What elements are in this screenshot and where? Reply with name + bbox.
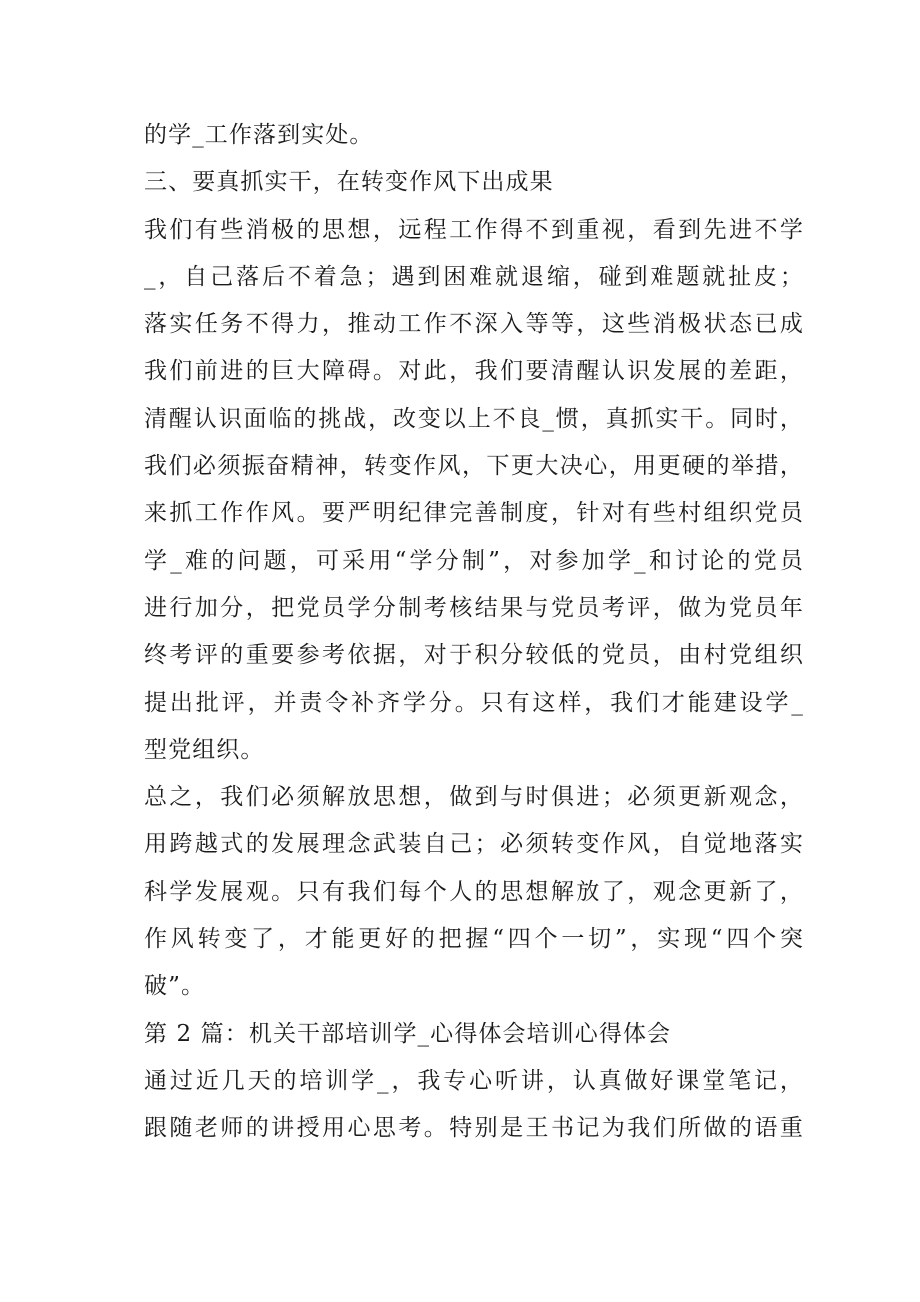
text-line-21: 通过近几天的培训学_，我专心听讲，认真做好课堂笔记， [144, 1067, 804, 1094]
text-line-15: 总之，我们必须解放思想，做到与时俱进；必须更新观念， [144, 784, 804, 811]
text-line-4: _，自己落后不着急；遇到困难就退缩，碰到难题就扯皮； [144, 263, 804, 290]
text-line-13: 提出批评，并责令补齐学分。只有这样，我们才能建设学_ [144, 689, 804, 716]
text-line-11: 进行加分，把党员学分制考核结果与党员考评，做为党员年 [144, 594, 804, 621]
text-line-6: 我们前进的巨大障碍。对此，我们要清醒认识发展的差距， [144, 358, 804, 385]
section-heading: 三、要真抓实干，在转变作风下出成果 [144, 169, 554, 196]
text-line-3: 我们有些消极的思想，远程工作得不到重视，看到先进不学 [144, 216, 804, 243]
text-line-22: 跟随老师的讲授用心思考。特别是王书记为我们所做的语重 [144, 1115, 804, 1142]
text-line-8: 我们必须振奋精神，转变作风，下更大决心，用更硬的举措， [144, 453, 804, 480]
text-line-19: 破”。 [144, 973, 206, 1000]
text-line-9: 来抓工作作风。要严明纪律完善制度，针对有些村组织党员 [144, 500, 804, 527]
document-body [144, 112, 804, 1153]
text-line-18: 作风转变了，才能更好的把握“四个一切”，实现“四个突 [144, 926, 804, 953]
text-line-5: 落实任务不得力，推动工作不深入等等，这些消极状态已成 [144, 311, 804, 338]
text-line-17: 科学发展观。只有我们每个人的思想解放了，观念更新了， [144, 878, 804, 905]
text-line-16: 用跨越式的发展理念武装自己；必须转变作风，自觉地落实 [144, 831, 804, 858]
chapter-heading: 第 2 篇：机关干部培训学_心得体会培训心得体会 [144, 1020, 672, 1047]
text-line-1: 的学_工作落到实处。 [144, 122, 374, 148]
text-line-14: 型党组织。 [144, 736, 265, 763]
text-line-7: 清醒认识面临的挑战，改变以上不良_惯，真抓实干。同时， [144, 405, 804, 432]
text-line-10: 学_难的问题，可采用“学分制”，对参加学_和讨论的党员 [144, 547, 804, 574]
text-line-12: 终考评的重要参考依据，对于积分较低的党员，由村党组织 [144, 642, 804, 669]
